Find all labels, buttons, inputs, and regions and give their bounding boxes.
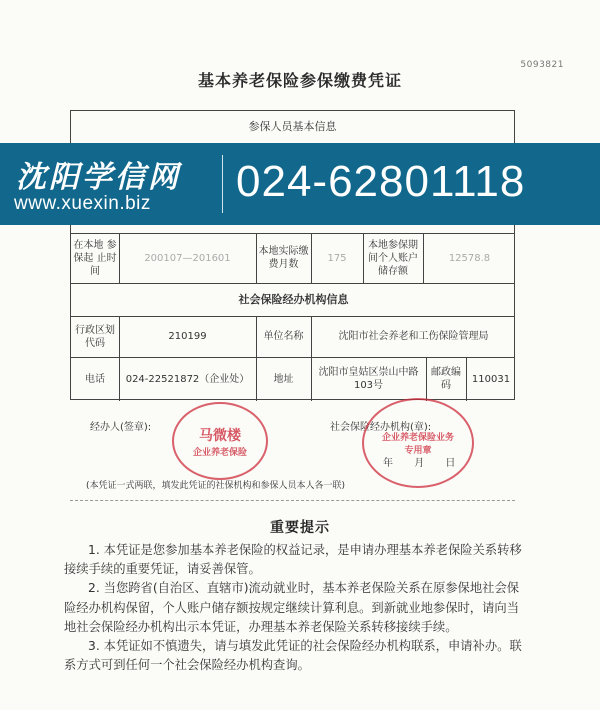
agency-stamp (362, 398, 474, 488)
banner-brand: 沈阳学信网 (16, 160, 181, 195)
region-code-value: 210199 (168, 331, 207, 342)
handler-stamp (172, 402, 268, 480)
months-value: 175 (327, 252, 347, 264)
handler-stamp-text: 企业养老保险 (192, 447, 247, 458)
months-label: 本地实际缴费月数 (258, 246, 309, 270)
banner-phone: 024-62801118 (236, 157, 526, 206)
balance-value: 12578.8 (448, 252, 491, 264)
unit-name-label: 单位名称 (263, 331, 304, 342)
footnote: (本凭证一式两联，填发此凭证的社保机构和参保人员本人各一联) (86, 481, 346, 491)
banner-divider (222, 155, 223, 213)
phone-label: 电话 (85, 373, 105, 385)
local-period-label: 在本地 参保起 止时间 (73, 239, 117, 277)
local-period-value: 200107—201601 (144, 252, 231, 264)
date-row (383, 454, 455, 469)
date-year: 年 (383, 458, 393, 469)
region-code-label: 行政区划代码 (75, 324, 115, 349)
banner-url: www.xuexin.biz (14, 193, 151, 214)
document-title: 基本养老保险参保缴费凭证 (197, 71, 402, 90)
address-label: 地址 (273, 373, 294, 385)
date-month: 月 (414, 458, 425, 469)
document-serial: 5093821 (520, 60, 564, 70)
watermark-banner (0, 143, 600, 225)
postal-code-label: 邮政编码 (431, 367, 461, 391)
agency-seal-label: 社会保险经办机构(章): (330, 422, 432, 433)
note-paragraph-1: 1. 本凭证是您参加基本养老保险的权益记录，是申请办理基本养老保险关系转移接续手续的重要凭证，请妥善保管。 (64, 543, 522, 577)
address-value: 沈阳市皇姑区崇山中路103号 (318, 367, 419, 391)
phone-value: 024-22521872（企业处） (125, 373, 250, 385)
note-paragraph-3: 3. 本凭证如不慎遗失，请与填发此凭证的社会保险经办机构联系，申请补办。联系方式可到任何一个社会保险经办机构查询。 (64, 639, 522, 673)
postal-code-value: 110031 (471, 373, 511, 385)
important-title: 重要提示 (270, 520, 330, 536)
section-agency-info-title: 社会保险经办机构信息 (238, 293, 349, 306)
note-paragraph-2: 2. 当您跨省(自治区、直辖市)流动就业时，基本养老保险关系在原参保地社会保险经办机构保留，个人账户储存额按规定继续计算利息。到新就业地参保时，请向当地社会保险经办机构出示本凭证，办理基本养老保险关系转移接续手续。 (64, 581, 520, 634)
handler-signature-label: 经办人(签章): (90, 422, 152, 433)
section-personal-info-title: 参保人员基本信息 (71, 111, 514, 144)
important-notes (64, 541, 529, 675)
cut-line (70, 500, 515, 501)
balance-label: 本地参保期间个人账户储存额 (368, 239, 418, 277)
agency-stamp-text: 企业养老保险业务专用章 (381, 433, 454, 456)
date-day: 日 (445, 458, 456, 469)
unit-name-value: 沈阳市社会养老和工伤保险管理局 (338, 331, 489, 342)
handler-stamp-name: 马微楼 (199, 427, 241, 444)
